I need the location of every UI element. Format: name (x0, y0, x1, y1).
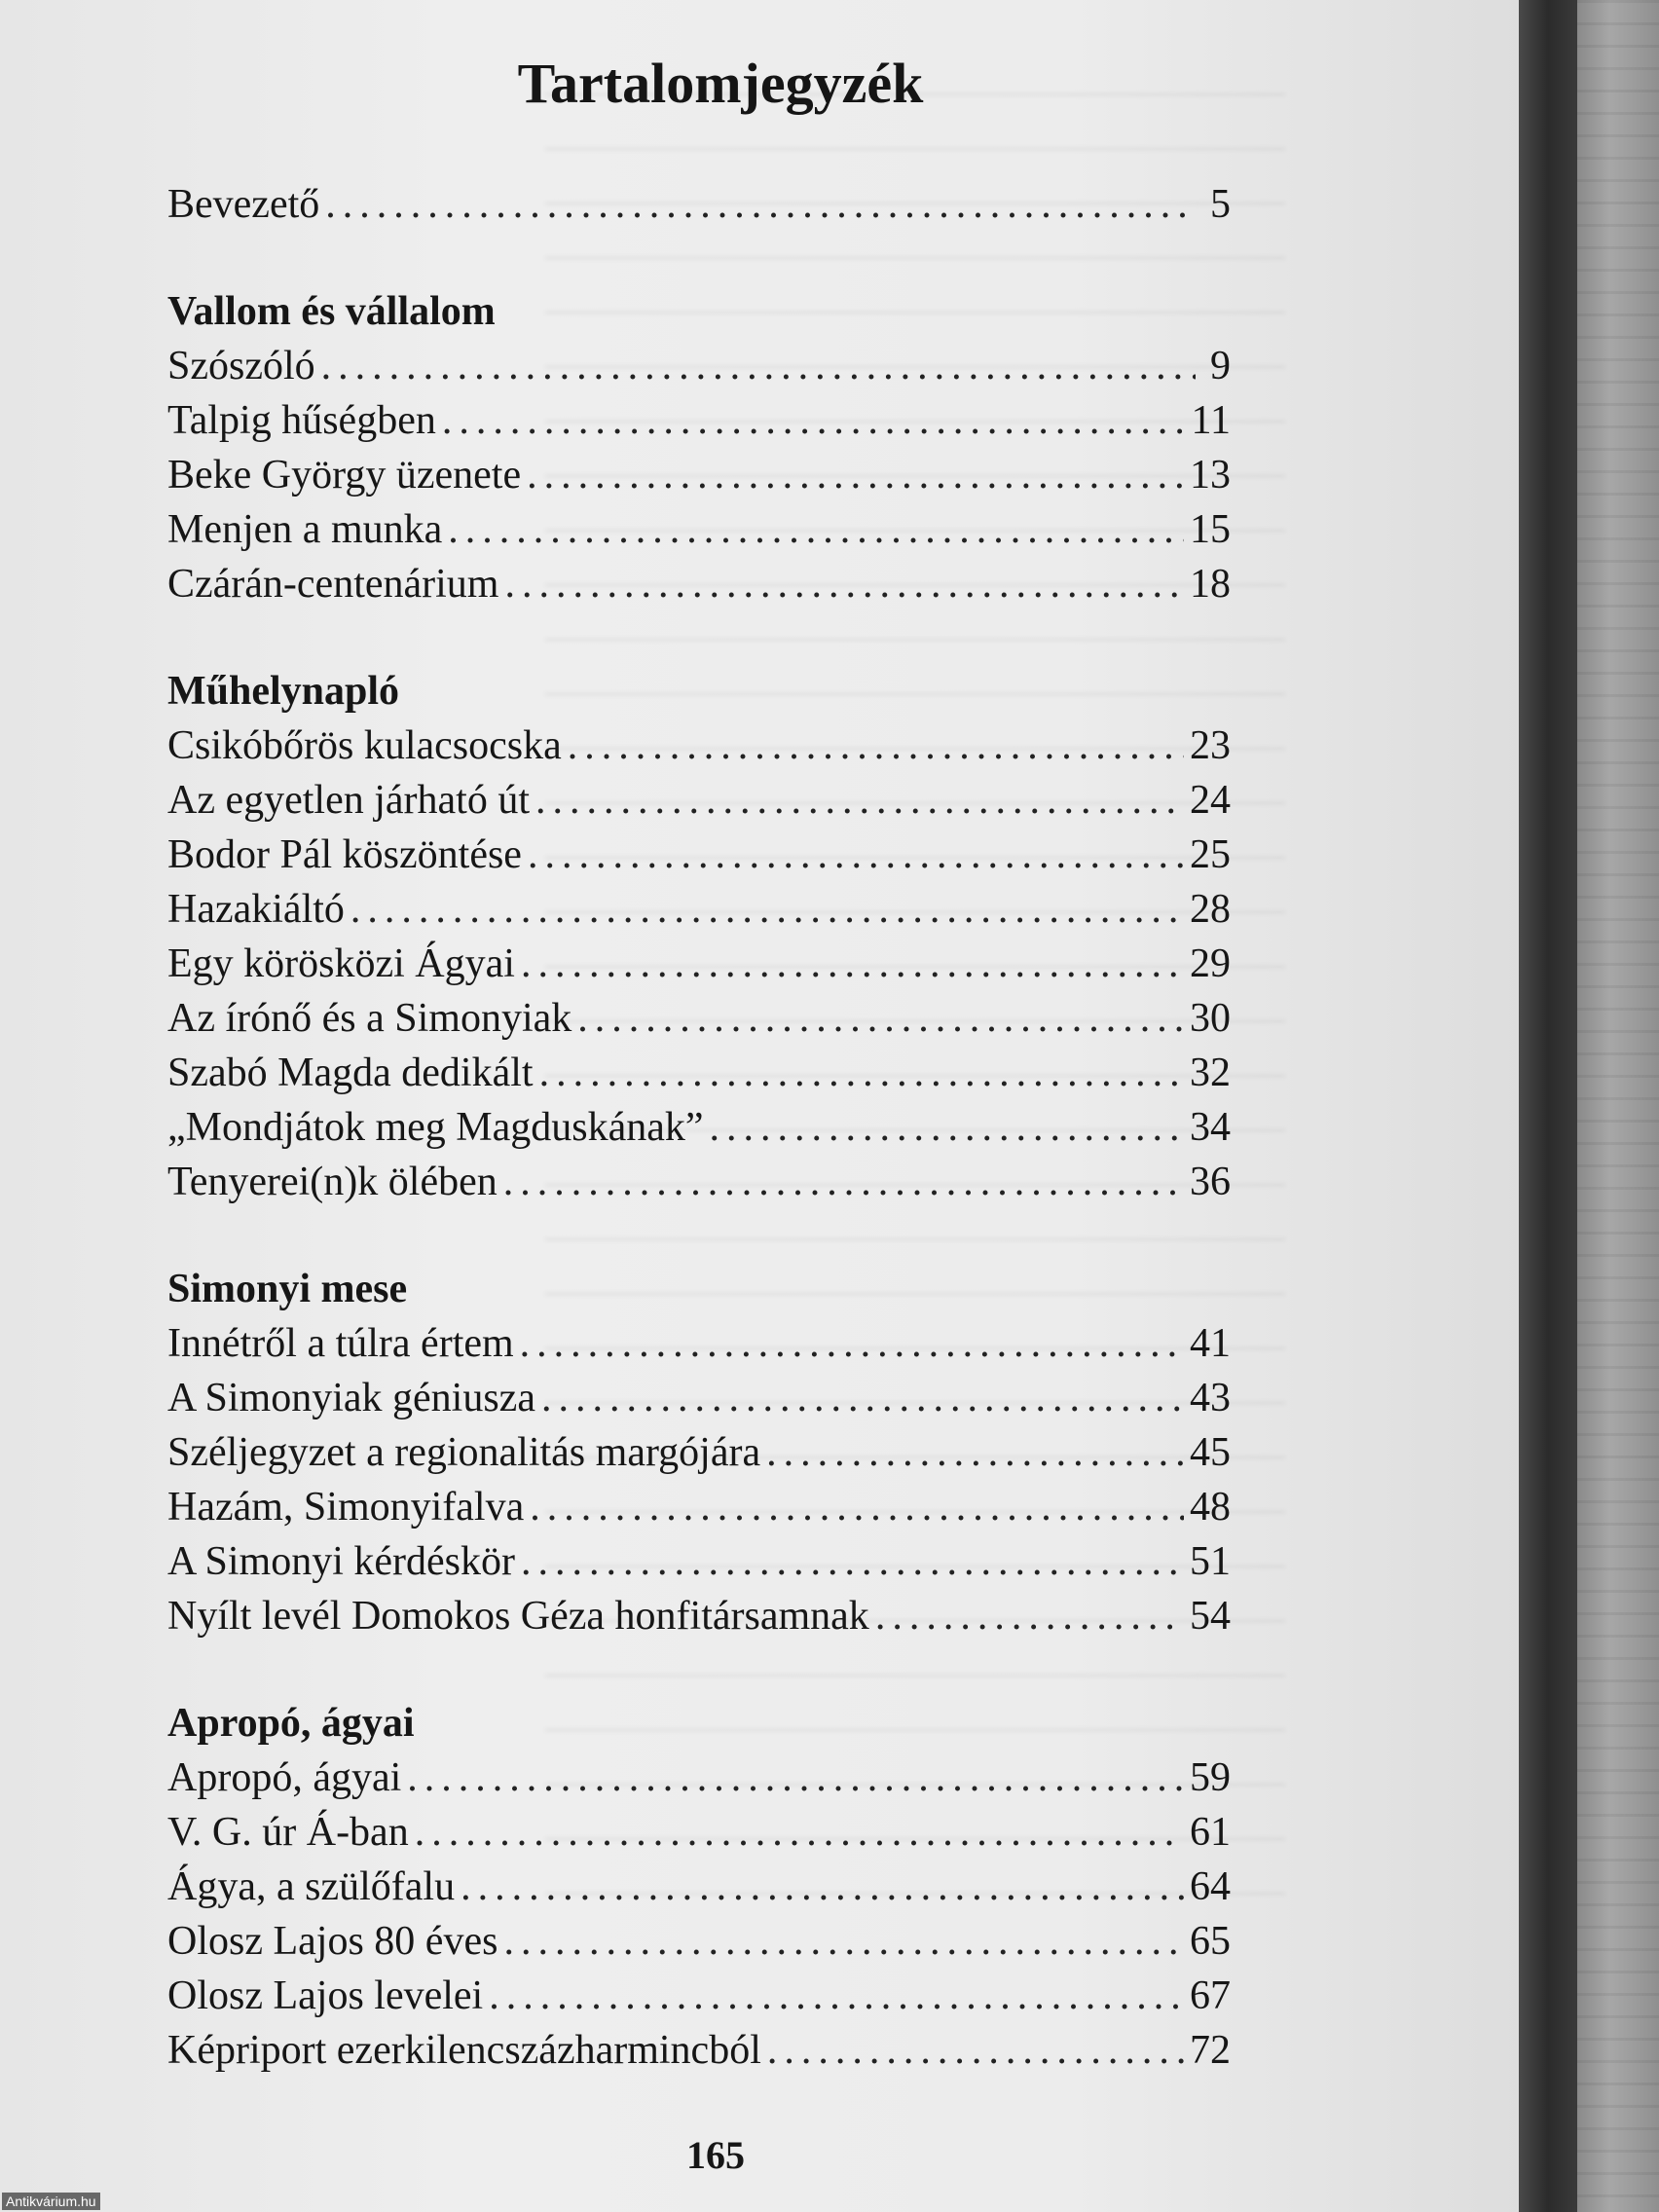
toc-entry (167, 719, 1231, 773)
toc-entry-title: Szabó Magda dedikált (167, 1051, 534, 1095)
toc-entry (167, 1534, 1231, 1589)
toc-entry-page: 5 (1210, 182, 1231, 227)
toc-entry-page: 36 (1190, 1160, 1231, 1204)
toc-entry (167, 773, 1231, 828)
toc-entry-page: 28 (1190, 887, 1231, 932)
toc-entry-page: 54 (1190, 1594, 1231, 1639)
toc-entry-title: Széljegyzet a regionalitás margójára (167, 1430, 761, 1475)
toc-entry (167, 828, 1231, 882)
dot-leader (710, 1100, 1184, 1155)
section-heading: Simonyi mese (167, 1267, 408, 1311)
dot-leader (407, 1751, 1184, 1805)
dot-leader (521, 937, 1184, 991)
toc-entry-title: Hazám, Simonyifalva (167, 1485, 525, 1530)
toc-entry-page: 51 (1190, 1539, 1231, 1584)
table-of-contents (167, 177, 1231, 2078)
toc-entry-page: 43 (1190, 1376, 1231, 1420)
dot-leader (504, 557, 1184, 611)
toc-entry-title: Olosz Lajos 80 éves (167, 1919, 498, 1964)
dot-leader (577, 991, 1184, 1046)
toc-entry-title: A Simonyiak géniusza (167, 1376, 535, 1420)
toc-entry (167, 339, 1231, 393)
toc-entry (167, 1371, 1231, 1425)
toc-entry-page: 34 (1190, 1105, 1231, 1150)
toc-entry-title: Czárán-centenárium (167, 562, 499, 607)
toc-entry-title: Csikóbőrös kulacsocska (167, 723, 562, 768)
toc-entry-title: Az egyetlen járható út (167, 778, 531, 823)
dot-leader (503, 1155, 1184, 1209)
dot-leader (442, 393, 1186, 448)
toc-entry-title: Olosz Lajos levelei (167, 1973, 484, 2018)
toc-entry (167, 1100, 1231, 1155)
toc-entry (167, 1480, 1231, 1534)
toc-entry-title: Szószóló (167, 344, 315, 388)
toc-entry (167, 1425, 1231, 1480)
dot-leader (448, 502, 1184, 557)
toc-entry (167, 502, 1231, 557)
toc-entry-page: 64 (1190, 1864, 1231, 1909)
dot-leader (539, 1046, 1184, 1100)
dot-leader (875, 1589, 1184, 1643)
toc-entry-title: Képriport ezerkilencszázharmincból (167, 2028, 761, 2073)
toc-entry-title: Bevezető (167, 182, 320, 227)
toc-entry-page: 41 (1190, 1321, 1231, 1366)
toc-entry-title: Talpig hűségben (167, 398, 436, 443)
toc-entry (167, 882, 1231, 937)
toc-entry-page: 29 (1190, 941, 1231, 986)
toc-entry-page: 25 (1190, 832, 1231, 877)
toc-entry-title: Tenyerei(n)k ölében (167, 1160, 498, 1204)
toc-entry-page: 67 (1190, 1973, 1231, 2018)
toc-entry-page: 65 (1190, 1919, 1231, 1964)
toc-entry (167, 1751, 1231, 1805)
toc-entry-title: A Simonyi kérdéskör (167, 1539, 515, 1584)
toc-entry-page: 9 (1210, 344, 1231, 388)
toc-entry-page: 18 (1190, 562, 1231, 607)
page-title: Tartalomjegyzék (517, 52, 924, 115)
dot-leader (767, 2023, 1184, 2078)
toc-entry-page: 30 (1190, 996, 1231, 1041)
dot-leader (503, 1914, 1184, 1969)
toc-entry-page: 61 (1190, 1810, 1231, 1855)
toc-entry-intro (167, 177, 1231, 232)
toc-entry-page: 45 (1190, 1430, 1231, 1475)
toc-entry (167, 393, 1231, 448)
toc-entry-title: Nyílt levél Domokos Géza honfitársamnak (167, 1594, 869, 1639)
dot-leader (325, 177, 1196, 232)
toc-entry-title: Hazakiáltó (167, 887, 345, 932)
toc-entry (167, 991, 1231, 1046)
toc-entry-page: 24 (1190, 778, 1231, 823)
dot-leader (461, 1860, 1184, 1914)
toc-entry (167, 1860, 1231, 1914)
toc-entry (167, 1805, 1231, 1860)
dot-leader (415, 1805, 1184, 1860)
toc-entry (167, 1914, 1231, 1969)
toc-entry-title: Ágya, a szülőfalu (167, 1864, 456, 1909)
dot-leader (568, 719, 1184, 773)
page-number: 165 (686, 2133, 745, 2177)
toc-entry-page: 59 (1190, 1755, 1231, 1800)
toc-entry-page: 32 (1190, 1051, 1231, 1095)
toc-entry (167, 1969, 1231, 2023)
toc-entry-title: Az írónő és a Simonyiak (167, 996, 572, 1041)
dot-leader (321, 339, 1196, 393)
dot-leader (535, 773, 1184, 828)
toc-entry (167, 1589, 1231, 1643)
toc-entry-title: „Mondjátok meg Magduskának” (167, 1105, 704, 1150)
wooden-background (1577, 0, 1659, 2212)
toc-entry-title: V. G. úr Á-ban (167, 1810, 409, 1855)
toc-entry (167, 937, 1231, 991)
dot-leader (521, 1534, 1184, 1589)
section-heading: Vallom és vállalom (167, 289, 496, 334)
toc-entry-title: Menjen a munka (167, 507, 443, 552)
toc-entry-page: 15 (1190, 507, 1231, 552)
dot-leader (530, 1480, 1184, 1534)
toc-entry (167, 1316, 1231, 1371)
section-heading: Műhelynapló (167, 669, 400, 714)
toc-entry-title: Apropó, ágyai (167, 1755, 402, 1800)
toc-entry-page: 13 (1190, 453, 1231, 498)
dot-leader (520, 1316, 1184, 1371)
toc-entry-title: Bodor Pál köszöntése (167, 832, 522, 877)
watermark: Antikvárium.hu (2, 2193, 100, 2210)
toc-entry-title: Innétről a túlra értem (167, 1321, 514, 1366)
toc-entry (167, 1155, 1231, 1209)
toc-entry (167, 1046, 1231, 1100)
section-heading: Apropó, ágyai (167, 1701, 415, 1746)
page-edge-shadow (1519, 0, 1577, 2212)
toc-entry-page: 23 (1190, 723, 1231, 768)
toc-entry (167, 557, 1231, 611)
toc-entry-page: 72 (1190, 2028, 1231, 2073)
toc-entry (167, 2023, 1231, 2078)
toc-entry-page: 48 (1190, 1485, 1231, 1530)
toc-entry-title: Beke György üzenete (167, 453, 522, 498)
toc-entry (167, 448, 1231, 502)
dot-leader (527, 448, 1184, 502)
dot-leader (489, 1969, 1184, 2023)
dot-leader (766, 1425, 1184, 1480)
dot-leader (541, 1371, 1184, 1425)
toc-entry-page: 11 (1191, 398, 1231, 443)
dot-leader (528, 828, 1184, 882)
dot-leader (350, 882, 1184, 937)
toc-entry-title: Egy körösközi Ágyai (167, 941, 515, 986)
